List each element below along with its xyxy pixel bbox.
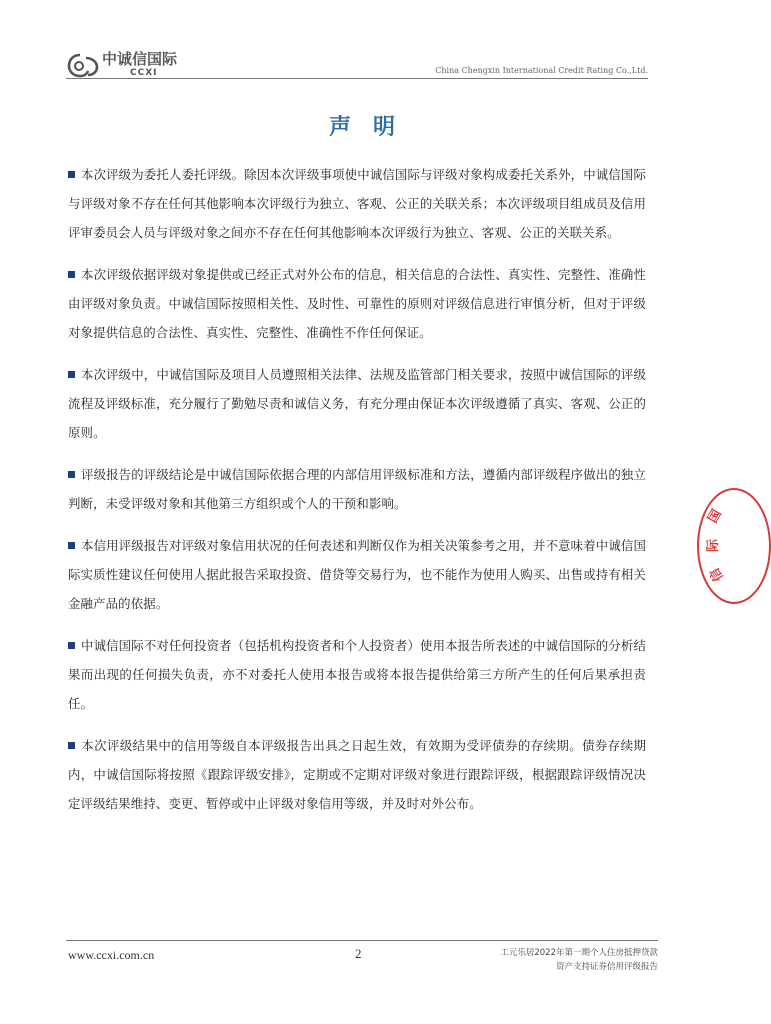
logo-english-name: CCXI [130, 68, 158, 78]
company-logo [66, 50, 177, 80]
square-bullet-icon [68, 371, 75, 378]
statement-body [68, 160, 646, 831]
header-divider [66, 78, 648, 79]
page-title: 声明 [328, 115, 417, 140]
statement-paragraph: 本次评级结果中的信用等级自本评级报告出具之日起生效，有效期为受评债券的存续期。债券存续期内，中诚信国际将按照《跟踪评级安排》，定期或不定期对评级对象进行跟踪评级，根据跟踪评级情况决定评级结果维持、变更、暂停或中止评级对象信用等级，并及时对外公布。 [68, 738, 646, 811]
square-bullet-icon [68, 271, 75, 278]
statement-paragraph: 评级报告的评级结论是中诚信国际依据合理的内部信用评级标准和方法，遵循内部评级程序做出的独立判断，未受评级对象和其他第三方组织或个人的干预和影响。 [68, 467, 646, 511]
page-number: 2 [355, 946, 362, 961]
footer-website: www.ccxi.com.cn [68, 948, 155, 962]
logo-chinese-name: 中诚信国际 [102, 50, 178, 68]
ccxi-logo-icon [66, 51, 100, 79]
statement-paragraph: 本次评级依据评级对象提供或已经正式对外公布的信息，相关信息的合法性、真实性、完整性、准确性由评级对象负责。中诚信国际按照相关性、及时性、可靠性的原则对评级信息进行审慎分析，但对于评级对象提供信息的合法性、真实性、完整性、准确性不作任何保证。 [68, 267, 646, 340]
statement-paragraph: 本信用评级报告对评级对象信用状况的任何表述和判断仅作为相关决策参考之用，并不意味着中诚信国际实质性建议任何使用人据此报告采取投资、借贷等交易行为，也不能作为使用人购买、出售或持有相关金融产品的依据。 [68, 538, 646, 611]
statement-paragraph: 本次评级为委托人委托评级。除因本次评级事项使中诚信国际与评级对象构成委托关系外，中诚信国际与评级对象不存在任何其他影响本次评级行为独立、客观、公正的关联关系；本次评级项目组成员及信用评审委员会人员与评级对象之间亦不存在任何其他影响本次评级行为独立、客观、公正的关联关系。 [68, 167, 646, 240]
header-company-name: China Chengxin International Credit Rating Co.,Ltd. [435, 66, 648, 75]
stamp-char: 信 [707, 565, 727, 584]
square-bullet-icon [68, 742, 75, 749]
square-bullet-icon [68, 542, 75, 549]
stamp-char: 际 [706, 538, 722, 553]
footer-report-title [500, 946, 658, 974]
square-bullet-icon [68, 171, 75, 178]
stamp-char: 国 [705, 507, 725, 526]
statement-paragraph: 本次评级中，中诚信国际及项目人员遵照相关法律、法规及监管部门相关要求，按照中诚信国际的评级流程及评级标准，充分履行了勤勉尽责和诚信义务，有充分理由保证本次评级遵循了真实、客观、公正的原则。 [68, 367, 646, 440]
square-bullet-icon [68, 471, 75, 478]
statement-paragraph: 中诚信国际不对任何投资者（包括机构投资者和个人投资者）使用本报告所表述的中诚信国际的分析结果而出现的任何损失负责，亦不对委托人使用本报告或将本报告提供给第三方所产生的任何后果承担责任。 [68, 638, 646, 711]
footer-divider [66, 940, 658, 941]
official-seal-stamp [697, 488, 771, 604]
square-bullet-icon [68, 642, 75, 649]
footer-report-line: 资产支持证券信用评级报告 [555, 962, 658, 972]
footer-report-line: 工元乐居2022年第一期个人住房抵押贷款 [500, 948, 658, 958]
